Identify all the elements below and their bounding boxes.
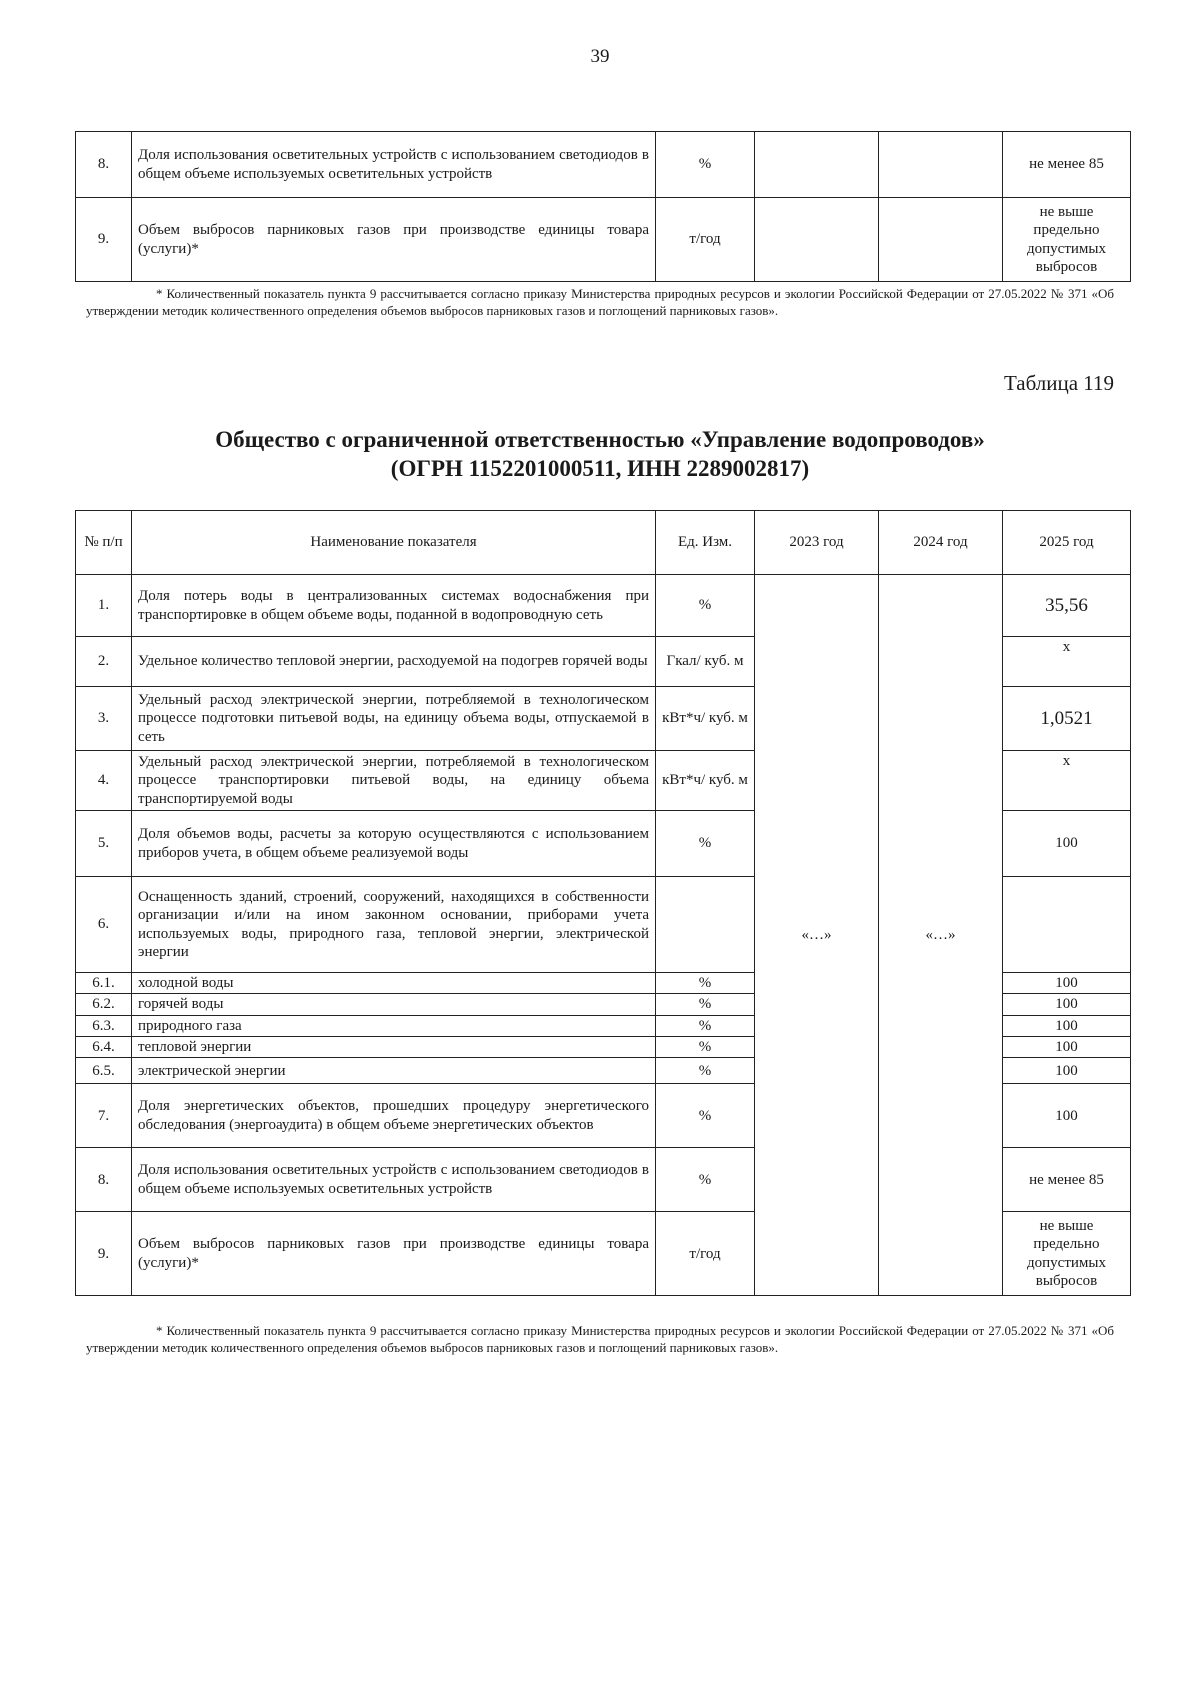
organization-name: Общество с ограниченной ответственностью «Управление водопроводов» bbox=[215, 427, 985, 452]
header-2024: 2024 год bbox=[879, 511, 1003, 575]
unit-cell bbox=[656, 877, 755, 973]
value-2023 bbox=[755, 132, 879, 198]
unit-cell: % bbox=[656, 1036, 755, 1057]
row-number: 9. bbox=[76, 1212, 132, 1296]
header-2025: 2025 год bbox=[1003, 511, 1131, 575]
header-unit: Ед. Изм. bbox=[656, 511, 755, 575]
row-number: 9. bbox=[76, 198, 132, 282]
indicator-name: электрической энергии bbox=[132, 1058, 656, 1084]
page-number: 39 bbox=[590, 46, 610, 67]
header-2023: 2023 год bbox=[755, 511, 879, 575]
unit-cell: кВт*ч/ куб. м bbox=[656, 687, 755, 751]
indicators-table bbox=[75, 510, 1131, 1296]
indicator-name: Объем выбросов парниковых газов при производстве единицы товара (услуги)* bbox=[132, 1212, 656, 1296]
indicator-name: Удельное количество тепловой энергии, расходуемой на подогрев горячей воды bbox=[132, 637, 656, 687]
value-2025: не выше предельно допустимых выбросов bbox=[1003, 198, 1131, 282]
row-number: 8. bbox=[76, 132, 132, 198]
row-number: 6.5. bbox=[76, 1058, 132, 1084]
header-num: № п/п bbox=[76, 511, 132, 575]
value-2023-merged: «…» bbox=[755, 575, 879, 1296]
continuation-table bbox=[75, 131, 1131, 282]
row-number: 8. bbox=[76, 1148, 132, 1212]
row-number: 3. bbox=[76, 687, 132, 751]
footnote: * Количественный показатель пункта 9 рассчитывается согласно приказу Министерства природных ресурсов и экологии Российской Федерации от 27.05.2022 № 371 «Об утверждении методик количественного определения объемов выбросов парниковых газов и поглощений парниковых газов». bbox=[86, 286, 1114, 319]
value-2024-merged: «…» bbox=[879, 575, 1003, 1296]
indicator-name: Оснащенность зданий, строений, сооружений, находящихся в собственности организации и/или на ином законном основании, приборами учета используемых воды, природного газа, тепловой энергии, электрической энергии bbox=[132, 877, 656, 973]
unit-cell: т/год bbox=[656, 1212, 755, 1296]
indicator-name: Удельный расход электрической энергии, потребляемой в технологическом процессе подготовки питьевой воды, на единицу объема воды, отпускаемой в сеть bbox=[132, 687, 656, 751]
value-2025: не выше предельно допустимых выбросов bbox=[1003, 1212, 1131, 1296]
value-2025: х bbox=[1003, 751, 1131, 811]
unit-cell: % bbox=[656, 994, 755, 1015]
value-2025: 100 bbox=[1003, 1084, 1131, 1148]
indicator-name: горячей воды bbox=[132, 994, 656, 1015]
indicator-name: Доля потерь воды в централизованных системах водоснабжения при транспортировке в общем объеме воды, поданной в водопроводную сеть bbox=[132, 575, 656, 637]
row-number: 6.1. bbox=[76, 973, 132, 994]
table-row bbox=[76, 575, 1131, 637]
indicator-name: Доля энергетических объектов, прошедших процедуру энергетического обследования (энергоаудита) в общем объеме энергетических объектов bbox=[132, 1084, 656, 1148]
value-2025 bbox=[1003, 877, 1131, 973]
unit-cell: % bbox=[656, 973, 755, 994]
value-2025: 100 bbox=[1003, 994, 1131, 1015]
row-number: 4. bbox=[76, 751, 132, 811]
row-number: 5. bbox=[76, 811, 132, 877]
row-number: 7. bbox=[76, 1084, 132, 1148]
indicator-name: тепловой энергии bbox=[132, 1036, 656, 1057]
row-number: 6. bbox=[76, 877, 132, 973]
unit-cell: % bbox=[656, 811, 755, 877]
value-2025: 100 bbox=[1003, 1015, 1131, 1036]
row-number: 6.2. bbox=[76, 994, 132, 1015]
indicator-name: Удельный расход электрической энергии, потребляемой в технологическом процессе транспортировки питьевой воды, на единицу объема транспортируемой воды bbox=[132, 751, 656, 811]
unit-cell: % bbox=[656, 1084, 755, 1148]
indicator-name: Объем выбросов парниковых газов при производстве единицы товара (услуги)* bbox=[132, 198, 656, 282]
header-row bbox=[76, 511, 1131, 575]
value-2025: не менее 85 bbox=[1003, 132, 1131, 198]
unit-cell: % bbox=[656, 1058, 755, 1084]
value-2024 bbox=[879, 132, 1003, 198]
header-name: Наименование показателя bbox=[132, 511, 656, 575]
value-2025: 35,56 bbox=[1003, 575, 1131, 637]
row-number: 1. bbox=[76, 575, 132, 637]
value-2024 bbox=[879, 198, 1003, 282]
organization-title bbox=[0, 425, 1200, 484]
indicator-name: природного газа bbox=[132, 1015, 656, 1036]
row-number: 2. bbox=[76, 637, 132, 687]
unit-cell: % bbox=[656, 132, 755, 198]
unit-cell: кВт*ч/ куб. м bbox=[656, 751, 755, 811]
value-2023 bbox=[755, 198, 879, 282]
footnote: * Количественный показатель пункта 9 рассчитывается согласно приказу Министерства природных ресурсов и экологии Российской Федерации от 27.05.2022 № 371 «Об утверждении методик количественного определения объемов выбросов парниковых газов и поглощений парниковых газов». bbox=[86, 1323, 1114, 1356]
table-row bbox=[76, 198, 1131, 282]
value-2025: х bbox=[1003, 637, 1131, 687]
unit-cell: % bbox=[656, 575, 755, 637]
value-2025: не менее 85 bbox=[1003, 1148, 1131, 1212]
unit-cell: т/год bbox=[656, 198, 755, 282]
value-2025: 100 bbox=[1003, 811, 1131, 877]
value-2025: 1,0521 bbox=[1003, 687, 1131, 751]
indicator-name: Доля использования осветительных устройств с использованием светодиодов в общем объеме используемых осветительных устройств bbox=[132, 1148, 656, 1212]
row-number: 6.3. bbox=[76, 1015, 132, 1036]
value-2025: 100 bbox=[1003, 973, 1131, 994]
table-label: Таблица 119 bbox=[1003, 371, 1114, 395]
table-row bbox=[76, 132, 1131, 198]
organization-ids: (ОГРН 1152201000511, ИНН 2289002817) bbox=[390, 456, 810, 482]
unit-cell: % bbox=[656, 1015, 755, 1036]
unit-cell: Гкал/ куб. м bbox=[656, 637, 755, 687]
unit-cell: % bbox=[656, 1148, 755, 1212]
value-2025: 100 bbox=[1003, 1058, 1131, 1084]
indicator-name: холодной воды bbox=[132, 973, 656, 994]
indicator-name: Доля использования осветительных устройств с использованием светодиодов в общем объеме используемых осветительных устройств bbox=[132, 132, 656, 198]
row-number: 6.4. bbox=[76, 1036, 132, 1057]
indicator-name: Доля объемов воды, расчеты за которую осуществляются с использованием приборов учета, в общем объеме реализуемой воды bbox=[132, 811, 656, 877]
value-2025: 100 bbox=[1003, 1036, 1131, 1057]
